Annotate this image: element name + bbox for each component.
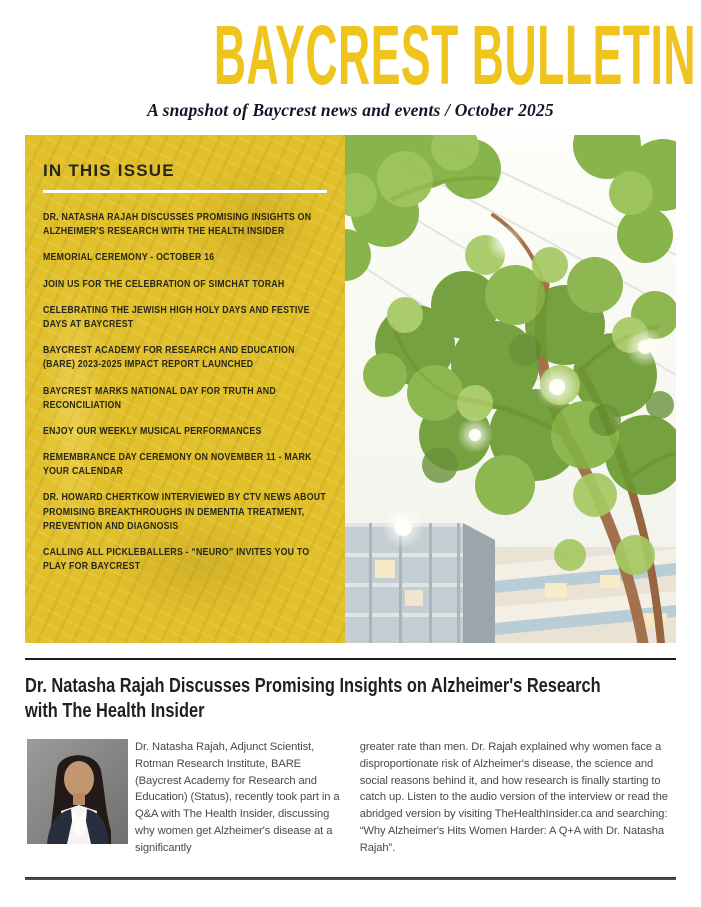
newsletter-subtitle: A snapshot of Baycrest news and events / October 2025 bbox=[147, 100, 554, 120]
article-headline-line-2: with The Health Insider bbox=[25, 699, 205, 722]
atrium-trees-photo bbox=[345, 135, 676, 643]
issue-item: BAYCREST MARKS NATIONAL DAY FOR TRUTH AND RECONCILIATION bbox=[43, 385, 276, 411]
issue-item: DR. HOWARD CHERTKOW INTERVIEWED BY CTV NEWS ABOUT PROMISING BREAKTHROUGHS IN DEMENTIA TREATMENT, PREVENTION AND DIAGNOSIS bbox=[43, 492, 326, 532]
in-this-issue-heading: IN THIS ISSUE bbox=[43, 161, 175, 180]
white-divider-rule bbox=[43, 190, 327, 193]
article-headline bbox=[25, 673, 676, 723]
masthead bbox=[0, 0, 701, 121]
article-column-2: greater rate than men. Dr. Rajah explained why women face a disproportionate risk of Alzheimer's disease, the science and social reasons behind it, and how research is finally starting to catch up. Listen to the audio version of the interview or read the abridged version by visiting TheHealthInsider.ca and searching: “Why Alzheimer's Hits Women Harder: A Q+A with Dr. Natasha Rajah”. bbox=[359, 741, 668, 854]
issue-item: REMEMBRANCE DAY CEREMONY ON NOVEMBER 11 - MARK YOUR CALENDAR bbox=[43, 452, 312, 478]
issue-item: DR. NATASHA RAJAH DISCUSSES PROMISING INSIGHTS ON ALZHEIMER'S RESEARCH WITH THE HEALTH INSIDER bbox=[43, 212, 312, 238]
issue-item: CELEBRATING THE JEWISH HIGH HOLY DAYS AND FESTIVE DAYS AT BAYCREST bbox=[43, 304, 310, 330]
bottom-page-rule bbox=[25, 877, 676, 880]
issue-list bbox=[43, 211, 327, 574]
in-this-issue-panel bbox=[25, 135, 345, 643]
issue-item: BAYCREST ACADEMY FOR RESEARCH AND EDUCATION (BARE) 2023-2025 IMPACT REPORT LAUNCHED bbox=[43, 345, 295, 371]
issue-item: MEMORIAL CEREMONY - OCTOBER 16 bbox=[43, 252, 215, 264]
issue-item: JOIN US FOR THE CELEBRATION OF SIMCHAT TORAH bbox=[43, 278, 285, 290]
issue-item: ENJOY OUR WEEKLY MUSICAL PERFORMANCES bbox=[43, 425, 262, 437]
article-body bbox=[27, 739, 676, 857]
dr-rajah-portrait-photo bbox=[27, 739, 128, 844]
article-headline-line-1: Dr. Natasha Rajah Discusses Promising Insights on Alzheimer's Research bbox=[25, 674, 601, 697]
issue-item: CALLING ALL PICKLEBALLERS - “NEURO” INVITES YOU TO PLAY FOR BAYCREST bbox=[43, 547, 310, 573]
article-column-1: Dr. Natasha Rajah, Adjunct Scientist, Rotman Research Institute, BARE (Baycrest Academy for Research and Education) (Status), recently took part in a Q&A with The Health Insider, discussing why women get Alzheimer's disease at a significantly bbox=[135, 741, 340, 854]
hero-section bbox=[25, 135, 676, 643]
newsletter-title: BAYCREST BULLETIN bbox=[213, 8, 697, 102]
article-divider-rule bbox=[25, 658, 676, 660]
